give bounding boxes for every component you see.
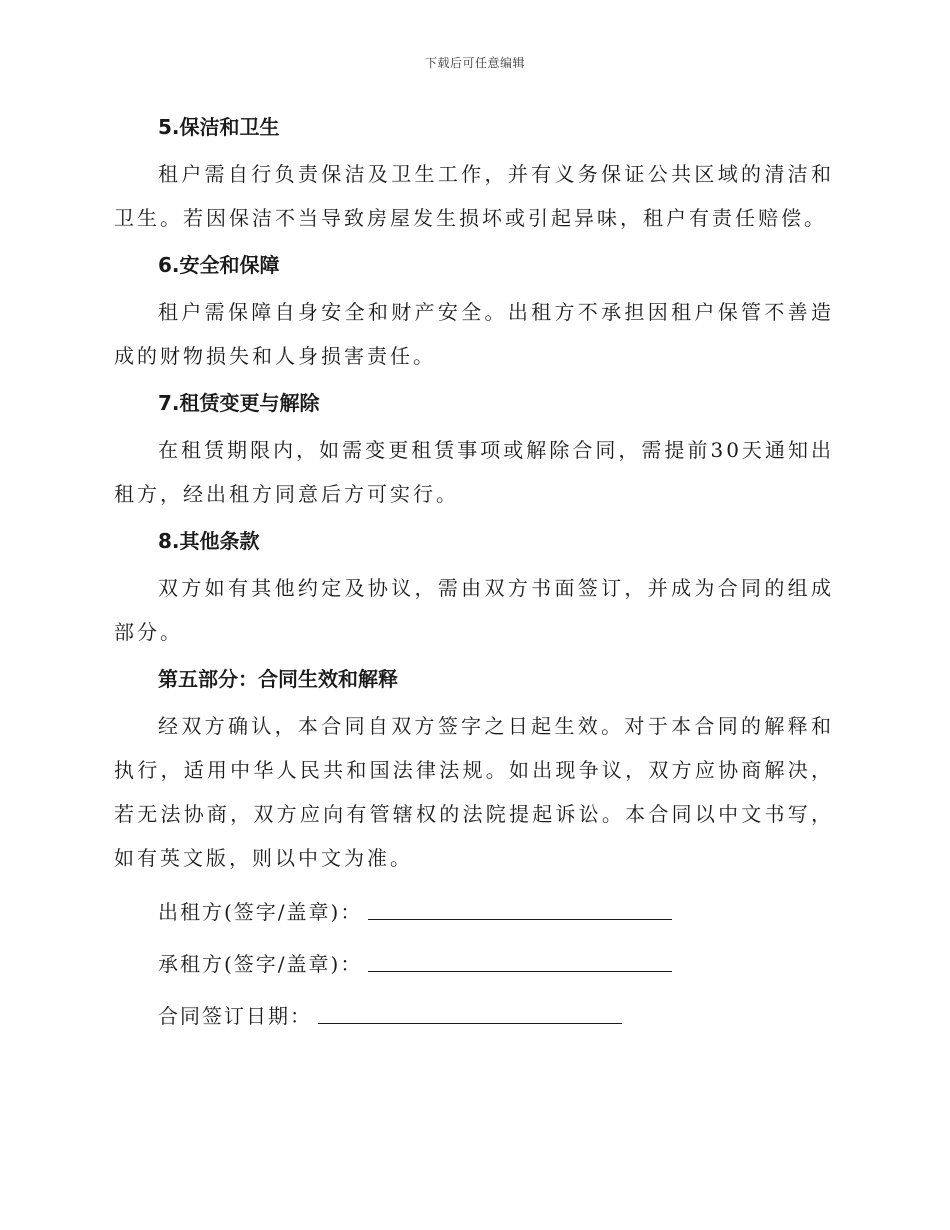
section-title: 5.保洁和卫生 [158, 115, 280, 139]
section-body: 双方如有其他约定及协议，需由双方书面签订，并成为合同的组成部分。 [114, 576, 834, 644]
page-header: 下载后可任意编辑 [424, 56, 525, 70]
section-title: 7.租赁变更与解除 [158, 391, 320, 415]
section-body: 租户需自行负责保洁及卫生工作，并有义务保证公共区域的清洁和卫生。若因保洁不当导致房屋发生损坏或引起异味，租户有责任赔偿。 [114, 162, 834, 230]
section-safety [114, 246, 834, 378]
section-effect-interpretation [114, 660, 834, 880]
section-title: 8.其他条款 [158, 529, 260, 553]
section-body: 经双方确认，本合同自双方签字之日起生效。对于本合同的解释和执行，适用中华人民共和国法律法规。如出现争议，双方应协商解决，若无法协商，双方应向有管辖权的法院提起诉讼。本合同以中文书写，如有英文版，则以中文为准。 [114, 714, 834, 870]
signing-date-line [158, 990, 834, 1042]
section-title: 第五部分：合同生效和解释 [158, 667, 398, 691]
signature-block [114, 886, 834, 1042]
section-change-termination [114, 384, 834, 516]
section-body: 在租赁期限内，如需变更租赁事项或解除合同，需提前30天通知出租方，经出租方同意后方可实行。 [114, 438, 834, 506]
lessee-signature-line [158, 938, 834, 990]
section-body: 租户需保障自身安全和财产安全。出租方不承担因租户保管不善造成的财物损失和人身损害责任。 [114, 300, 834, 368]
section-other-terms [114, 522, 834, 654]
section-cleaning [114, 108, 834, 240]
lessor-signature-label: 出租方(签字/盖章)： [158, 900, 363, 924]
lessee-signature-blank[interactable] [368, 970, 672, 972]
section-title: 6.安全和保障 [158, 253, 280, 277]
lessor-signature-line [158, 886, 834, 938]
lessee-signature-label: 承租方(签字/盖章)： [158, 952, 363, 976]
signing-date-blank[interactable] [318, 1022, 622, 1024]
signing-date-label: 合同签订日期： [158, 1004, 312, 1028]
lessor-signature-blank[interactable] [368, 918, 672, 920]
document-body [114, 108, 834, 1042]
